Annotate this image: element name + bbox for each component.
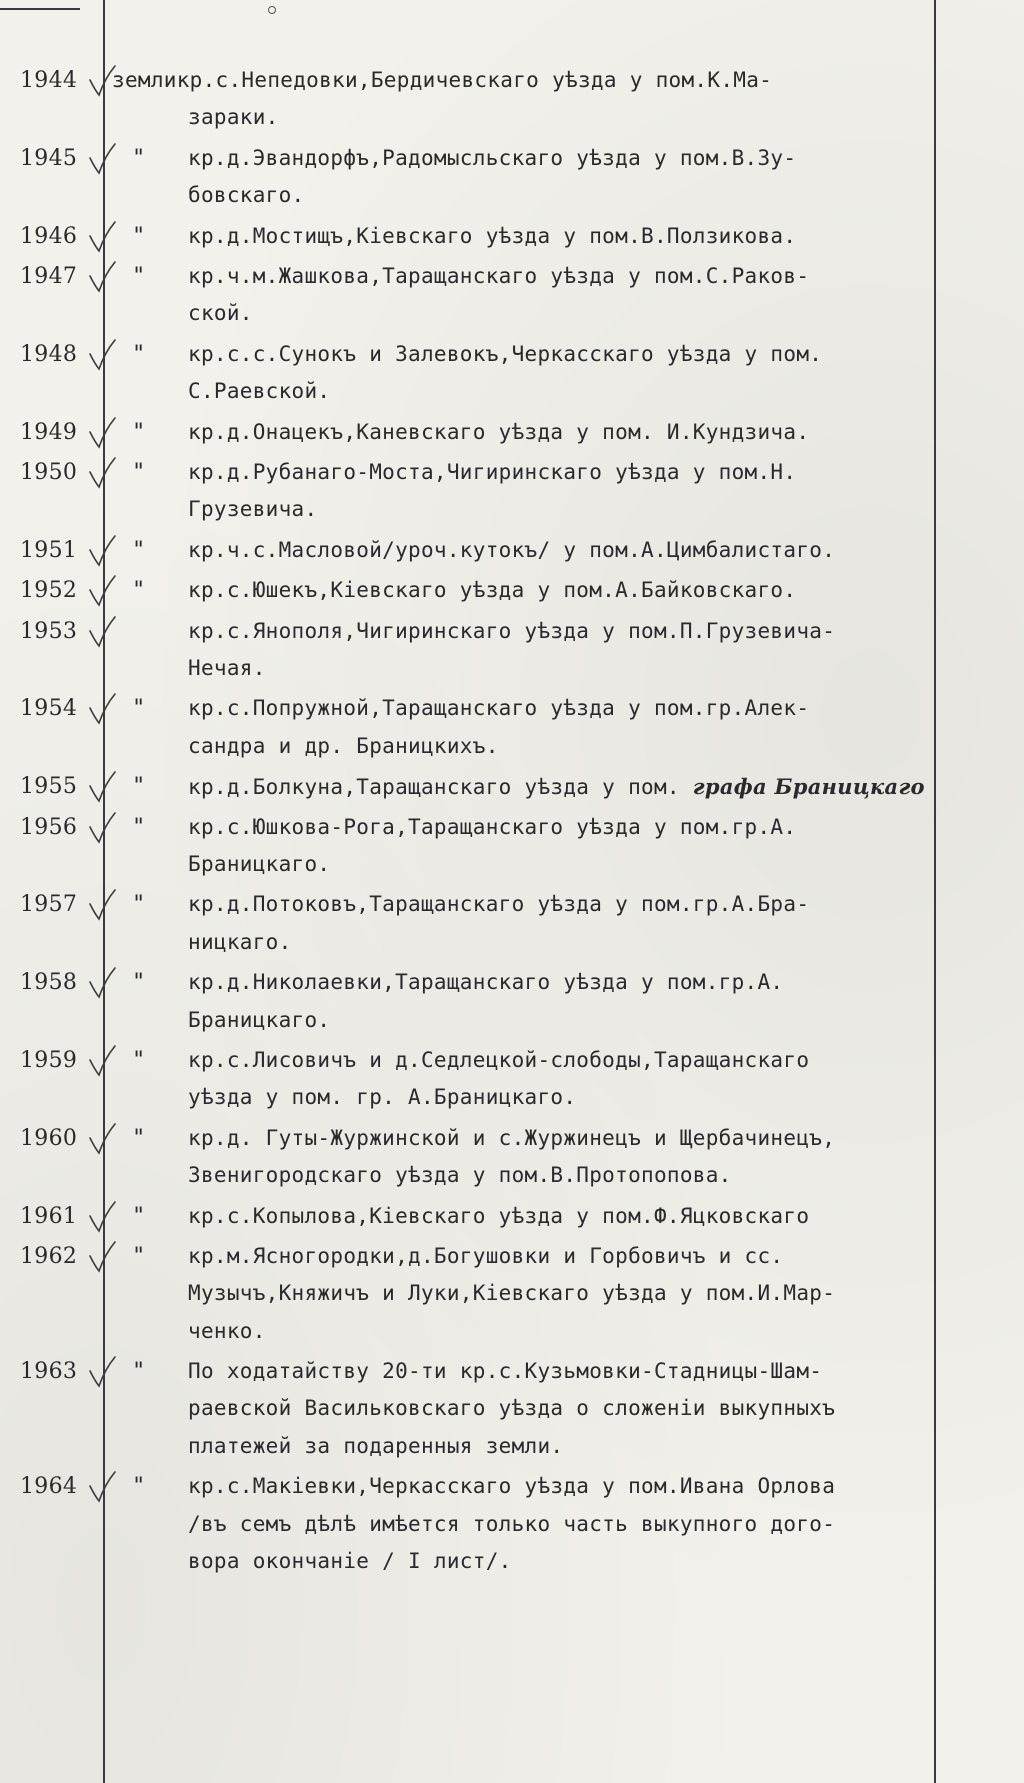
ledger-entry <box>0 532 1024 572</box>
ledger-entry <box>0 809 1024 887</box>
ledger-entry <box>0 1353 1024 1468</box>
entry-text: кр.д.Онацекъ,Каневскаго уѣзда у пом. И.Кундзича. <box>188 419 810 444</box>
ditto-mark: " <box>132 223 146 249</box>
entry-text: кр.д.Потоковъ,Таращанскаго уѣзда у пом.гр.А.Бра- <box>188 892 810 917</box>
check-mark-icon <box>88 1240 118 1274</box>
ditto-mark: " <box>132 578 146 604</box>
entry-number: 1956 <box>20 814 78 840</box>
entry-number: 1958 <box>20 970 78 996</box>
entry-number: 1947 <box>20 263 78 289</box>
entry-text: кр.ч.с.Масловой/уроч.кутокъ/ у пом.А.Цимбалистаго. <box>188 537 836 562</box>
check-mark-icon <box>88 142 118 176</box>
ledger-entry <box>0 1198 1024 1238</box>
check-mark-icon <box>88 260 118 294</box>
entry-text-continuation: Музычъ,Княжичъ и Луки,Кіевскаго уѣзда у пом.И.Мар- <box>188 1281 836 1306</box>
ditto-mark: " <box>132 1203 146 1229</box>
top-rule <box>0 8 80 10</box>
entry-text: кр.д.Рубанаго-Моста,Чигиринскаго уѣзда у пом.Н. <box>188 459 797 484</box>
entry-text: кр.с.Юшкова-Рога,Таращанскаго уѣзда у пом.гр.А. <box>188 814 797 839</box>
entry-text: кр.д.Болкуна,Таращанскаго уѣзда у пом. графа Браницкаго <box>188 774 925 800</box>
entry-number: 1954 <box>20 696 78 722</box>
entry-number: 1944 <box>20 68 78 93</box>
entry-text: кр.с.Янополя,Чигиринскаго уѣзда у пом.П.Грузевича- <box>188 618 836 643</box>
check-mark-icon <box>88 770 118 804</box>
ditto-mark: " <box>132 774 146 800</box>
entry-number: 1959 <box>20 1047 78 1073</box>
check-mark-icon <box>88 1200 118 1234</box>
entry-text-continuation: Звенигородскаго уѣзда у пом.В.Протопопова. <box>188 1163 732 1188</box>
entry-text: кр.д.Эвандорфъ,Радомысльскаго уѣзда у пом.В.Зу- <box>188 145 797 170</box>
entry-text: кр.с.Лисовичъ и д.Седлецкой-слободы,Таращанскаго <box>188 1047 810 1072</box>
entry-text-continuation: С.Раевской. <box>188 379 331 404</box>
ledger-entry <box>0 768 1024 808</box>
ditto-mark: " <box>132 1243 146 1269</box>
ledger-entry <box>0 1238 1024 1353</box>
ledger-entry <box>0 886 1024 964</box>
entry-text-continuation: Нечая. <box>188 655 266 680</box>
ditto-mark: " <box>132 1047 146 1073</box>
entry-text-continuation: зараки. <box>188 105 279 130</box>
entry-text-continuation: ницкаго. <box>188 929 292 954</box>
entry-number: 1963 <box>20 1359 78 1385</box>
check-mark-icon <box>88 1470 118 1504</box>
entry-number: 1951 <box>20 537 78 563</box>
entry-text: кр.с.Копылова,Кіевскаго уѣзда у пом.Ф.Яцковскаго <box>188 1203 810 1228</box>
entry-number: 1960 <box>20 1125 78 1151</box>
ledger-entry <box>0 964 1024 1042</box>
handwritten-note: графа Браницкаго <box>692 774 925 800</box>
entry-text-continuation: раевской Васильковскаго уѣзда о сложеніи выкупныхъ <box>188 1396 836 1421</box>
check-mark-icon <box>88 1044 118 1078</box>
ledger-entry <box>0 572 1024 612</box>
entry-number: 1948 <box>20 341 78 367</box>
entry-text: земликр.с.Непедовки,Бердичевскаго уѣзда у пом.К.Ма- <box>112 68 773 92</box>
entry-number: 1955 <box>20 774 78 800</box>
entry-text: кр.с.Юшекъ,Кіевскаго уѣзда у пом.А.Байковскаго. <box>188 578 797 603</box>
entry-number: 1950 <box>20 459 78 485</box>
entry-text: кр.д. Гуты-Журжинской и с.Журжинецъ и Щербачинецъ, <box>188 1125 836 1150</box>
ditto-mark: " <box>132 696 146 722</box>
entry-number: 1953 <box>20 618 78 644</box>
ledger-entry <box>0 613 1024 691</box>
entry-text: По ходатайству 20-ти кр.с.Кузьмовки-Стадницы-Шам- <box>188 1359 823 1384</box>
entry-text-continuation: ской. <box>188 301 253 326</box>
ditto-mark: " <box>132 892 146 918</box>
check-mark-icon <box>88 574 118 608</box>
ditto-mark: " <box>132 970 146 996</box>
entry-text: кр.м.Ясногородки,д.Богушовки и Горбовичъ и сс. <box>188 1243 784 1268</box>
ditto-mark: " <box>132 814 146 840</box>
entry-list <box>0 62 1024 1583</box>
check-mark-icon <box>88 534 118 568</box>
check-mark-icon <box>88 1355 118 1389</box>
entry-text-continuation: Браницкаго. <box>188 851 331 876</box>
ditto-mark: " <box>132 1359 146 1385</box>
punch-hole <box>268 6 276 14</box>
entry-number: 1949 <box>20 419 78 445</box>
entry-text: кр.ч.м.Жашкова,Таращанскаго уѣзда у пом.С.Раков- <box>188 263 810 288</box>
entry-text-continuation: бовскаго. <box>188 183 305 208</box>
ditto-mark: " <box>132 459 146 485</box>
entry-text-continuation: Грузевича. <box>188 497 318 522</box>
ledger-entry <box>0 62 1024 140</box>
ledger-entry <box>0 690 1024 768</box>
check-mark-icon <box>88 338 118 372</box>
ditto-mark: " <box>132 1125 146 1151</box>
entry-text-continuation: сандра и др. Браницкихъ. <box>188 733 499 758</box>
ledger-entry <box>0 1042 1024 1120</box>
entry-text-continuation: уѣзда у пом. гр. А.Браницкаго. <box>188 1085 577 1110</box>
entry-number: 1946 <box>20 223 78 249</box>
ditto-mark: " <box>132 537 146 563</box>
entry-number: 1952 <box>20 578 78 604</box>
entry-number: 1957 <box>20 892 78 918</box>
check-mark-icon <box>88 692 118 726</box>
check-mark-icon <box>88 615 118 649</box>
ditto-mark: " <box>132 145 146 171</box>
check-mark-icon <box>88 811 118 845</box>
entry-text-continuation: платежей за подаренныя земли. <box>188 1433 564 1458</box>
entry-number: 1961 <box>20 1203 78 1229</box>
check-mark-icon <box>88 220 118 254</box>
entry-text: кр.д.Мостищъ,Кіевскаго уѣзда у пом.В.Ползикова. <box>188 223 797 248</box>
check-mark-icon <box>88 416 118 450</box>
ledger-entry <box>0 1120 1024 1198</box>
ledger-entry <box>0 218 1024 258</box>
ledger-entry <box>0 140 1024 218</box>
ledger-entry <box>0 414 1024 454</box>
check-mark-icon <box>88 1122 118 1156</box>
entry-text-continuation: вора окончаніе / I лист/. <box>188 1549 512 1574</box>
entry-text: кр.с.Попружной,Таращанскаго уѣзда у пом.гр.Алек- <box>188 696 810 721</box>
entry-text: кр.д.Николаевки,Таращанскаго уѣзда у пом.гр.А. <box>188 970 784 995</box>
entry-text-continuation: Браницкаго. <box>188 1007 331 1032</box>
ditto-mark: " <box>132 263 146 289</box>
entry-text: кр.с.Макіевки,Черкасскаго уѣзда у пом.Ивана Орлова <box>188 1474 836 1499</box>
entry-text-continuation: ченко. <box>188 1318 266 1343</box>
ditto-mark: " <box>132 1474 146 1500</box>
ledger-entry <box>0 336 1024 414</box>
ditto-mark: " <box>132 419 146 445</box>
ledger-entry <box>0 258 1024 336</box>
ditto-mark: " <box>132 341 146 367</box>
entry-number: 1964 <box>20 1474 78 1500</box>
check-mark-icon <box>88 966 118 1000</box>
entry-text: кр.с.с.Сунокъ и Залевокъ,Черкасскаго уѣзда у пом. <box>188 341 823 366</box>
check-mark-icon <box>88 456 118 490</box>
ledger-entry <box>0 1468 1024 1583</box>
check-mark-icon <box>88 888 118 922</box>
entry-number: 1962 <box>20 1243 78 1269</box>
entry-text-continuation: /въ семъ дѣлѣ имѣется только часть выкупного дого- <box>188 1511 836 1536</box>
entry-number: 1945 <box>20 145 78 171</box>
ledger-entry <box>0 454 1024 532</box>
